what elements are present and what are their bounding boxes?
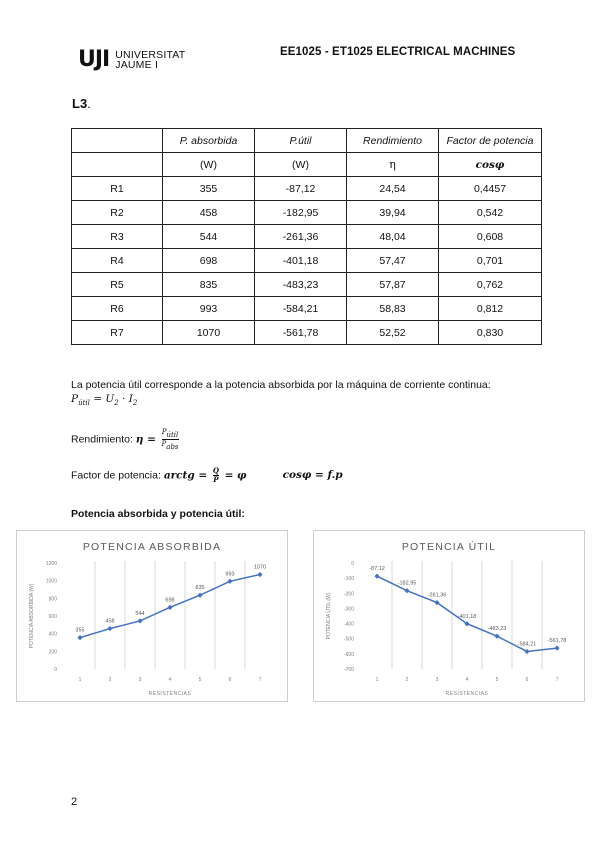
formula-subscript: útil xyxy=(166,431,179,439)
formula-term: arctg = xyxy=(163,469,211,482)
table-cell: R1 xyxy=(72,177,163,201)
table-cell: 0,608 xyxy=(439,225,542,249)
table-row xyxy=(72,249,542,273)
table-cell: 0,762 xyxy=(439,273,542,297)
data-label: -401,18 xyxy=(457,613,477,620)
chart-title: POTENCIA ÚTIL xyxy=(401,541,497,553)
chart-util-svg xyxy=(314,531,584,701)
fraction xyxy=(213,467,219,484)
table-row xyxy=(72,177,542,201)
y-axis-label: POTENCIA ÚTIL (W) xyxy=(326,592,332,640)
y-tick-label: 0 xyxy=(54,667,57,673)
results-table xyxy=(71,128,542,345)
table-row xyxy=(72,297,542,321)
chart-potencia-absorbida xyxy=(16,530,288,702)
data-label: 458 xyxy=(105,618,115,625)
x-tick-label: 5 xyxy=(198,677,202,683)
data-point xyxy=(494,634,499,639)
formula-rendimiento xyxy=(71,428,181,451)
data-label: 355 xyxy=(75,627,85,634)
chart-potencia-util xyxy=(313,530,585,702)
table-cell: 57,87 xyxy=(347,273,439,297)
table-cell: 52,52 xyxy=(347,321,439,345)
table-cell: -182,95 xyxy=(255,201,347,225)
data-point xyxy=(374,574,379,579)
table-cell: 48,04 xyxy=(347,225,439,249)
formula-term: = φ xyxy=(220,469,247,482)
x-tick-label: 3 xyxy=(435,677,439,683)
table-cell: 0,812 xyxy=(439,297,542,321)
chart-absorbida-svg xyxy=(17,531,287,701)
x-tick-label: 7 xyxy=(555,677,559,683)
data-label: 544 xyxy=(135,610,145,617)
formula-term: P xyxy=(161,428,167,436)
table-header-cell: P. absorbida xyxy=(163,129,255,153)
formula-subscript: 2 xyxy=(132,399,138,407)
y-axis-label: POTENCIA ABSORBIDA (W) xyxy=(29,583,35,649)
logo-line-2: JAUME I xyxy=(115,58,159,71)
section-dot: . xyxy=(87,96,91,111)
table-row xyxy=(72,273,542,297)
x-tick-label: 2 xyxy=(405,677,409,683)
table-cell: R2 xyxy=(72,201,163,225)
table-units-row xyxy=(72,153,542,177)
table-cell: 0,4457 xyxy=(439,177,542,201)
logo-line-1: UNIVERSITAT xyxy=(115,48,186,61)
table-cell: R5 xyxy=(72,273,163,297)
formula-subscript: 2 xyxy=(114,399,119,407)
data-point xyxy=(257,572,262,577)
table-cell: -584,21 xyxy=(255,297,347,321)
table-cell: -261,36 xyxy=(255,225,347,249)
y-tick-label: 200 xyxy=(48,649,57,656)
formula-term: · I xyxy=(118,393,133,405)
fraction-denominator: P xyxy=(213,475,219,484)
table-cell: 57,47 xyxy=(347,249,439,273)
data-label: 1070 xyxy=(253,564,267,571)
formula-term: η = xyxy=(135,433,160,446)
x-tick-label: 2 xyxy=(108,677,112,683)
y-tick-label: -300 xyxy=(343,606,354,613)
table-cell: 993 xyxy=(163,297,255,321)
fraction-denominator xyxy=(162,440,179,451)
table-cell: -401,18 xyxy=(255,249,347,273)
data-label: 698 xyxy=(165,597,175,604)
x-axis-label: RESISTENCIAS xyxy=(148,691,192,697)
fraction-numerator xyxy=(162,428,179,439)
x-tick-label: 7 xyxy=(258,677,262,683)
table-cell: 24,54 xyxy=(347,177,439,201)
x-tick-label: 3 xyxy=(138,677,142,683)
table-row xyxy=(72,225,542,249)
table-cell: -483,23 xyxy=(255,273,347,297)
table-cell: -561,78 xyxy=(255,321,347,345)
table-cell: 39,94 xyxy=(347,201,439,225)
x-tick-label: 5 xyxy=(495,677,499,683)
table-cell: 355 xyxy=(163,177,255,201)
logo-mark: UJI xyxy=(78,47,110,72)
data-label: 993 xyxy=(225,571,235,578)
table-unit-cell xyxy=(72,153,163,177)
logo-text xyxy=(115,50,185,70)
fraction xyxy=(162,428,179,451)
formula-subscript: útil xyxy=(78,399,90,407)
formula-factor-potencia xyxy=(71,467,343,484)
data-label: -87,12 xyxy=(369,566,385,573)
x-tick-label: 4 xyxy=(465,677,469,683)
table-cell: R3 xyxy=(72,225,163,249)
data-label: 835 xyxy=(195,585,205,592)
formula-term: P xyxy=(71,393,79,405)
data-point xyxy=(524,649,529,654)
y-tick-label: 600 xyxy=(48,614,57,620)
table-unit-cell: cosφ xyxy=(439,153,542,177)
y-tick-label: 1200 xyxy=(45,561,57,567)
table-unit-cell: (W) xyxy=(255,153,347,177)
x-tick-label: 4 xyxy=(168,677,172,683)
data-point xyxy=(167,605,172,610)
y-tick-label: -500 xyxy=(343,636,354,643)
y-tick-label: 400 xyxy=(48,631,57,638)
fraction-numerator: Q xyxy=(212,466,219,475)
table-cell: 0,830 xyxy=(439,321,542,345)
formula-term: P xyxy=(161,440,167,448)
data-label: -182,95 xyxy=(397,580,417,587)
university-logo xyxy=(78,47,185,72)
y-tick-label: -100 xyxy=(343,576,354,583)
table-header-cell xyxy=(72,129,163,153)
table-cell: -87,12 xyxy=(255,177,347,201)
formula-cos-phi: cosφ = f.p xyxy=(282,469,343,482)
table-cell: 1070 xyxy=(163,321,255,345)
page-number: 2 xyxy=(71,796,78,808)
course-title: EE1025 - ET1025 ELECTRICAL MACHINES xyxy=(280,46,516,58)
data-label: -584,21 xyxy=(517,641,537,648)
x-tick-label: 6 xyxy=(228,677,232,683)
data-point xyxy=(197,593,202,598)
data-label: -483,23 xyxy=(487,626,507,633)
table-cell: R7 xyxy=(72,321,163,345)
section-heading xyxy=(72,96,91,111)
x-tick-label: 1 xyxy=(78,677,82,683)
table-cell: R6 xyxy=(72,297,163,321)
y-tick-label: 800 xyxy=(48,596,57,603)
table-row xyxy=(72,201,542,225)
table-cell: 544 xyxy=(163,225,255,249)
table-header-cell: P.útil xyxy=(255,129,347,153)
data-point xyxy=(137,618,142,623)
data-point xyxy=(404,588,409,593)
table-unit-cell: (W) xyxy=(163,153,255,177)
formula-subscript: abs xyxy=(166,443,179,451)
y-tick-label: -700 xyxy=(343,667,354,673)
formula-potencia-util xyxy=(71,393,137,407)
y-tick-label: -400 xyxy=(343,621,354,628)
table-header-cell: Rendimiento xyxy=(347,129,439,153)
table-cell: R4 xyxy=(72,249,163,273)
charts-heading: Potencia absorbida y potencia útil: xyxy=(71,508,245,520)
table-cell: 58,83 xyxy=(347,297,439,321)
data-point xyxy=(77,635,82,640)
rendimiento-label: Rendimiento: xyxy=(71,433,136,446)
table-cell: 835 xyxy=(163,273,255,297)
table-cell: 0,701 xyxy=(439,249,542,273)
data-point xyxy=(554,645,559,650)
y-tick-label: -200 xyxy=(343,591,354,598)
x-tick-label: 6 xyxy=(525,677,529,683)
y-tick-label: 0 xyxy=(351,561,354,567)
x-tick-label: 1 xyxy=(375,677,379,683)
data-label: -261,36 xyxy=(427,592,447,599)
table-header-row xyxy=(72,129,542,153)
section-label: L3 xyxy=(72,96,88,111)
data-label: -561,78 xyxy=(547,638,567,645)
data-point xyxy=(227,579,232,584)
table-header-cell: Factor de potencia xyxy=(439,129,542,153)
table-cell: 458 xyxy=(163,201,255,225)
data-point xyxy=(107,626,112,631)
formula-term: = U xyxy=(89,393,115,405)
y-tick-label: -600 xyxy=(343,651,354,658)
table-cell: 698 xyxy=(163,249,255,273)
chart-title: POTENCIA ABSORBIDA xyxy=(82,541,222,553)
table-cell: 0,542 xyxy=(439,201,542,225)
table-row xyxy=(72,321,542,345)
paragraph-potencia-util: La potencia útil corresponde a la potencia absorbida por la máquina de corriente continua: xyxy=(71,379,491,391)
factor-potencia-label: Factor de potencia: xyxy=(71,469,164,482)
x-axis-label: RESISTENCIAS xyxy=(445,691,489,697)
y-tick-label: 1000 xyxy=(45,578,57,585)
table-unit-cell: η xyxy=(347,153,439,177)
